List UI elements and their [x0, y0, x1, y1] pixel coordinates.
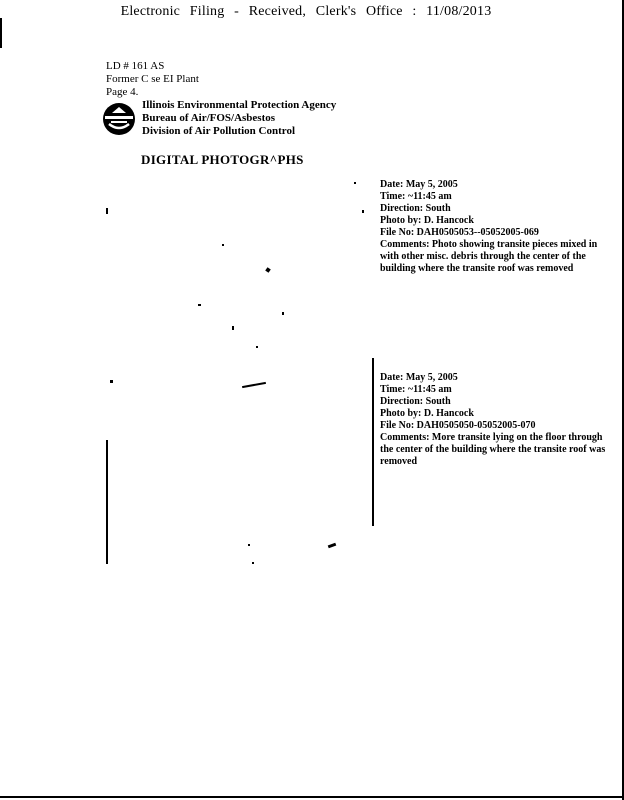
scan-speck	[198, 304, 201, 306]
scan-speck	[232, 326, 234, 330]
scan-speck	[362, 210, 364, 213]
reference-line: Page 4.	[106, 86, 139, 98]
photo-direction: Direction: South	[380, 396, 451, 407]
scan-speck	[265, 267, 271, 273]
photo-file-number: File No: DAH0505053--05052005-069	[380, 227, 539, 238]
page-title: DIGITAL PHOTOGR^PHS	[141, 152, 304, 167]
scan-speck	[106, 208, 108, 214]
photo-direction: Direction: South	[380, 203, 451, 214]
illinois-epa-seal-icon	[102, 102, 136, 136]
scan-speck	[110, 380, 113, 383]
photo-author: Photo by: D. Hancock	[380, 215, 474, 226]
scan-speck	[354, 182, 356, 184]
photo-time: Time: ~11:45 am	[380, 191, 452, 202]
photo-comments: Comments: More transite lying on the floor through the center of the building where the transite roof was removed	[380, 432, 606, 467]
scan-speck	[222, 244, 224, 246]
filing-stamp: Electronic Filing - Received, Clerk's Office : 11/08/2013	[120, 4, 492, 19]
photo-date: Date: May 5, 2005	[380, 372, 458, 383]
photo-caption-2	[380, 372, 612, 468]
scan-speck	[252, 562, 254, 564]
page-left-edge	[0, 18, 2, 48]
photo-time: Time: ~11:45 am	[380, 384, 452, 395]
agency-block	[142, 99, 336, 138]
page-bottom-edge	[0, 796, 624, 798]
photo-region	[106, 172, 376, 572]
photo-caption-1	[380, 179, 612, 275]
reference-line: LD # 161 AS	[106, 60, 165, 72]
scan-speck	[328, 543, 337, 549]
division-name: Division of Air Pollution Control	[142, 125, 296, 137]
bureau-name: Bureau of Air/FOS/Asbestos	[142, 112, 276, 124]
photo-comments: Comments: Photo showing transite pieces mixed in with other misc. debris through the center of the building where the transite roof was removed	[380, 239, 598, 274]
photo-author: Photo by: D. Hancock	[380, 408, 474, 419]
scan-speck	[282, 312, 284, 315]
photo-file-number: File No: DAH0505050-05052005-070	[380, 420, 536, 431]
scan-speck	[256, 346, 258, 348]
agency-name: Illinois Environmental Protection Agency	[142, 99, 337, 111]
scan-speck	[242, 382, 266, 388]
photo-left-edge	[106, 440, 108, 564]
photo-divider	[372, 358, 374, 526]
document-reference	[106, 60, 199, 99]
reference-line: Former C se EI Plant	[106, 73, 199, 85]
scan-speck	[248, 544, 250, 546]
photo-date: Date: May 5, 2005	[380, 179, 458, 190]
